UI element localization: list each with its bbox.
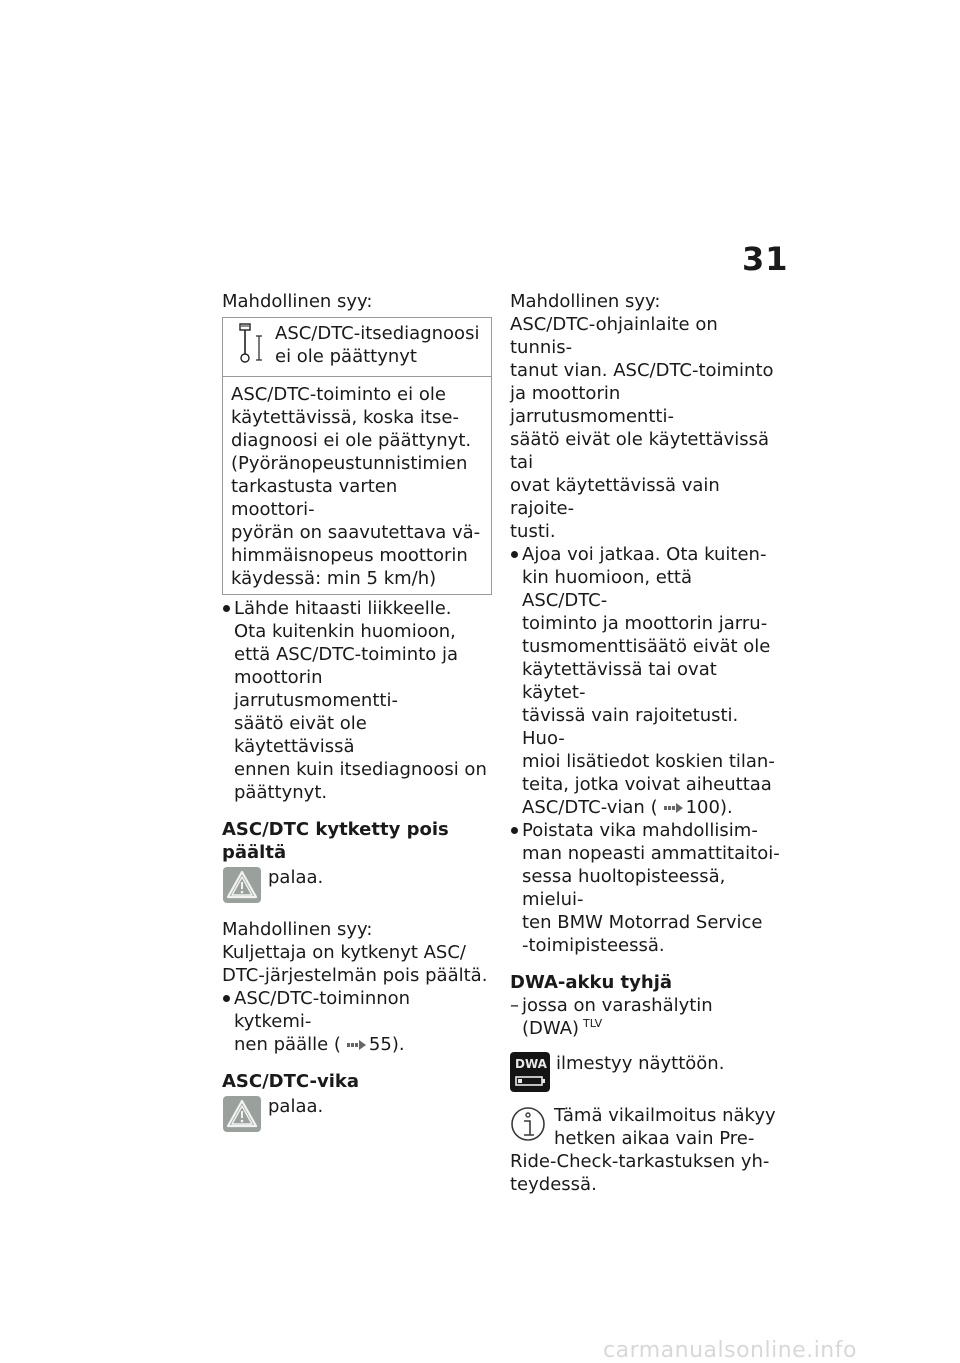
indicator-text: palaa. [268, 1096, 324, 1117]
bullet-line: sessa huoltopisteessä, mielui- [522, 866, 726, 910]
page-number: 31 [742, 240, 789, 278]
bullet-line: kin huomioon, että ASC/DTC- [522, 567, 693, 611]
bullet-line: tävissä vain rajoitetusti. Huo- [522, 705, 739, 749]
bullet-line: Ajoa voi jatkaa. Ota kuiten- [522, 544, 767, 565]
bullet-line: Poistata vika mahdollisim- [522, 820, 758, 841]
cause-label: Mahdollinen syy: [222, 291, 373, 312]
bullet-list [222, 597, 492, 804]
bullet-text: nen päälle ( [234, 1034, 341, 1055]
bullet-line: moottorin jarrutusmomentti- [234, 667, 398, 711]
bullet-line: että ASC/DTC-toiminto ja [234, 644, 459, 665]
box-title-line-2: ei ole päättynyt [275, 346, 417, 367]
cause-text: ovat käytettävissä vain rajoite- [510, 475, 720, 519]
cause-text: säätö eivät ole käytettävissä tai [510, 429, 770, 473]
box-body-line: käydessä: min 5 km/h) [231, 568, 437, 589]
bullet-item [222, 987, 492, 1056]
dash-line: jossa on varashälytin [522, 995, 713, 1016]
bullet-line: teita, jotka voivat aiheuttaa [522, 774, 772, 795]
bullet-line: Ota kuitenkin huomioon, [234, 621, 456, 642]
info-line: teydessä. [510, 1174, 597, 1195]
info-note [554, 1104, 776, 1150]
box-title-line-1: ASC/DTC-itsediagnoosi [275, 323, 480, 344]
bullet-line: ASC/DTC-toiminnon kytkemi- [234, 988, 411, 1032]
bullet-line: ennen kuin itsediagnoosi on [234, 759, 487, 780]
watermark: carmanualsonline.info [603, 1338, 857, 1363]
bullet-line: käytettävissä tai ovat käytet- [522, 659, 717, 703]
bullet-line: mioi lisätiedot koskien tilan- [522, 751, 775, 772]
dash-item [510, 994, 780, 1040]
page-ref-arrow-icon[interactable] [664, 802, 684, 814]
warning-row [222, 866, 492, 904]
self-diagnosis-box [222, 317, 492, 595]
page-ref-link[interactable]: 100). [685, 797, 733, 818]
bullet-line: tusmomenttisäätö eivät ole [522, 636, 771, 657]
cause-text: tanut vian. ASC/DTC-toiminto [510, 360, 774, 381]
dash-line [522, 1017, 780, 1040]
dwa-row [510, 1052, 780, 1092]
dash-text: (DWA) [522, 1018, 580, 1039]
cause-text: tusti. [510, 521, 556, 542]
bullet-line [522, 796, 780, 819]
bullet-item [510, 543, 780, 819]
box-body-line: ASC/DTC-toiminto ei ole [231, 384, 446, 405]
box-body-line: diagnoosi ei ole päättynyt. [231, 430, 472, 451]
bullet-list [510, 543, 780, 957]
bullet-line [234, 1033, 492, 1056]
section-heading: ASC/DTC-vika [222, 1071, 360, 1092]
box-body-line: pyörän on saavutettava vä- [231, 522, 481, 543]
indicator-text: ilmestyy näyttöön. [556, 1053, 725, 1074]
bullet-text: ASC/DTC-vian ( [522, 797, 658, 818]
info-line: Tämä vikailmoitus näkyy [554, 1105, 776, 1126]
indicator-text: palaa. [268, 867, 324, 888]
bullet-line: päättynyt. [234, 782, 328, 803]
cause-text: Kuljettaja on kytkenyt ASC/ [222, 942, 466, 963]
bullet-list [222, 987, 492, 1056]
warning-triangle-icon [222, 866, 262, 904]
warning-triangle-icon [222, 1095, 262, 1133]
superscript-note: TLV [583, 1017, 603, 1030]
info-icon [510, 1104, 550, 1144]
section-heading: DWA-akku tyhjä [510, 972, 673, 993]
left-column [222, 290, 492, 1133]
bullet-line: toiminto ja moottorin jarru- [522, 613, 768, 634]
cause-text: ja moottorin jarrutusmomentti- [510, 383, 674, 427]
bullet-line: säätö eivät ole käytettävissä [234, 713, 367, 757]
bullet-line: Lähde hitaasti liikkeelle. [234, 598, 452, 619]
box-body-line: (Pyöränopeustunnistimien [231, 453, 468, 474]
bullet-line: ten BMW Motorrad Service [522, 912, 763, 933]
page-ref-link[interactable]: 55). [368, 1034, 405, 1055]
box-body-line: himmäisnopeus moottorin [231, 545, 468, 566]
info-row [510, 1104, 780, 1150]
info-line: Ride-Check-tarkastuksen yh- [510, 1151, 770, 1172]
bullet-line: -toimipisteessä. [522, 935, 665, 956]
cause-label: Mahdollinen syy: [222, 919, 373, 940]
box-body-line: tarkastusta varten moottori- [231, 476, 398, 520]
cause-text: ASC/DTC-ohjainlaite on tunnis- [510, 314, 718, 358]
bullet-item [222, 597, 492, 804]
info-line: hetken aikaa vain Pre- [554, 1128, 755, 1149]
dwa-icon-label: DWA [515, 1057, 547, 1071]
page-ref-arrow-icon[interactable] [347, 1039, 367, 1051]
bullet-item [510, 819, 780, 957]
box-header [223, 318, 491, 377]
dwa-battery-icon [510, 1052, 550, 1092]
box-body-line: käytettävissä, koska itse- [231, 407, 459, 428]
box-title [275, 322, 479, 368]
warning-row [222, 1095, 492, 1133]
dash-marker: – [510, 995, 519, 1016]
cause-text: DTC-järjestelmän pois päältä. [222, 965, 488, 986]
section-heading: ASC/DTC kytketty pois päältä [222, 819, 449, 863]
bullet-line: man nopeasti ammattitaitoi- [522, 843, 780, 864]
box-body [223, 377, 491, 594]
cause-label: Mahdollinen syy: [510, 291, 661, 312]
right-column [510, 290, 780, 1196]
diagnosis-sensor-icon [237, 322, 265, 364]
